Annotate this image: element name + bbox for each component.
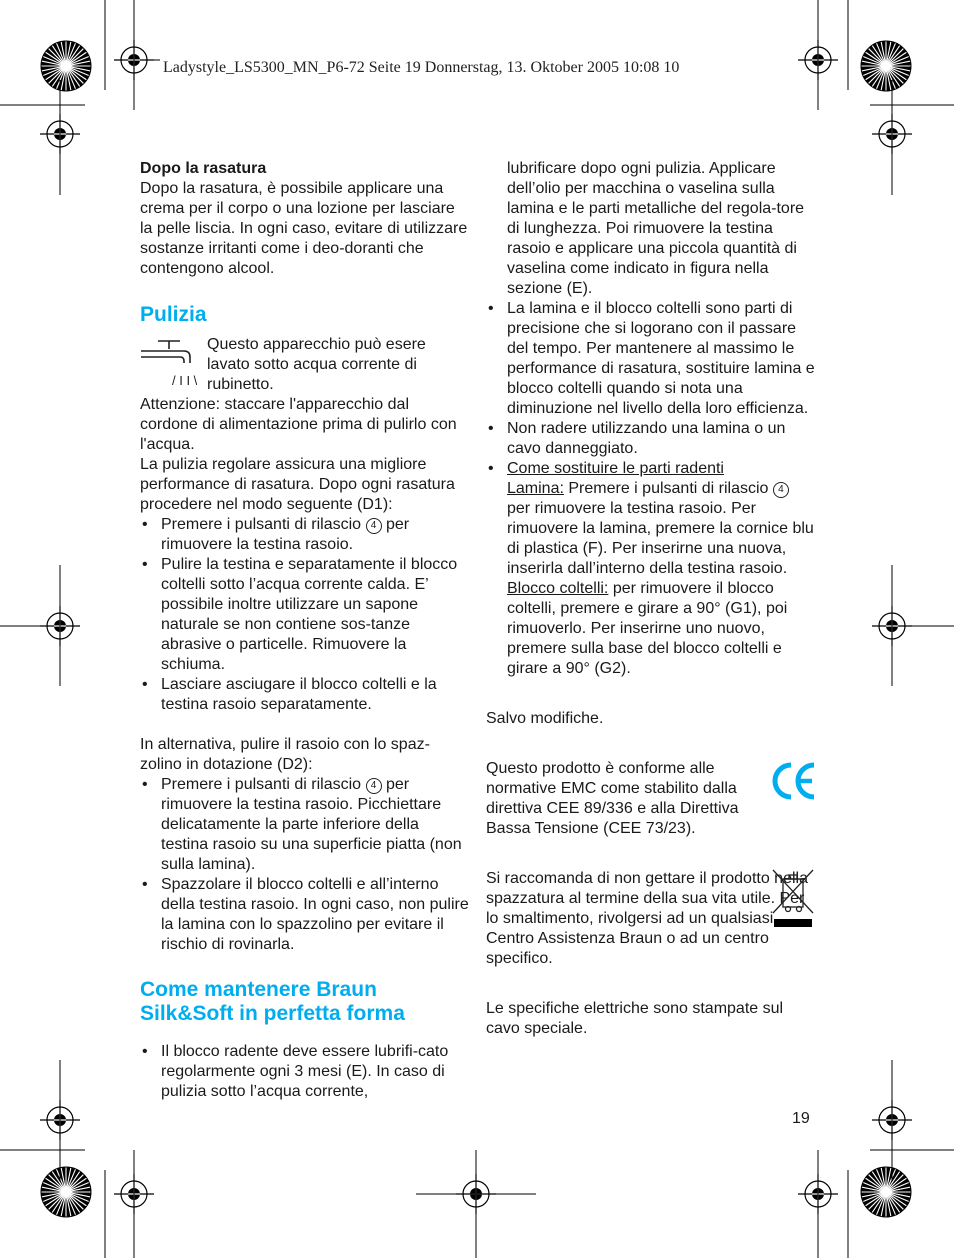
lubrication-continued: lubrificare dopo ogni pulizia. Applicare dell’olio per macchina o vaselina sulla lamina e le parti metalliche del regola-tore di lunghezza. Poi rimuovere la testina rasoio e applicare una piccola quantità di vaselina come indicato in figura nella sezione (E). — [507, 160, 805, 297]
ce-mark-icon — [770, 759, 816, 803]
list-item: • Pulire la testina e separatamente il blocco coltelli sotto l’acqua corrente calda. E’ possibile inoltre utilizzare un sapone naturale se non contiene sos-tanze abrasive o particelle. Rimuovere la schiuma. — [140, 555, 470, 675]
after-shave-heading: Dopo la rasatura — [140, 160, 267, 177]
right-column — [486, 159, 816, 1039]
disposal-text: Si raccomanda di non gettare il prodotto nella spazzatura al termine della sua vita utile. Per lo smaltimento, rivolgersi ad un qualsiasi Centro Assistenza Braun o ad un centro specifico. — [486, 870, 808, 967]
electrical-spec-text: Le specifiche elettriche sono stampate sul cavo speciale. — [486, 1000, 784, 1037]
list-item: • Premere i pulsanti di rilascio 4 per rimuovere la testina rasoio. — [140, 515, 470, 555]
ref-number-badge: 4 — [366, 518, 382, 534]
print-header: Ladystyle_LS5300_MN_P6-72 Seite 19 Donnerstag, 13. Oktober 2005 10:08 10 — [163, 59, 680, 76]
ref-number-badge: 4 — [366, 778, 382, 794]
water-tap-icon — [140, 335, 197, 389]
foil-label: Lamina: — [507, 480, 564, 497]
maintenance-list — [140, 1042, 470, 1102]
list-item: • Come sostituire le parti radenti Lamina: Premere i pulsanti di rilascio 4 per rimuovere la testina rasoio. Per rimuovere la lamina, premere la cornice blu di plastica (F). Per inserirne una nuova, inserirla dall’interno della testina rasoio. Blocco coltelli: per rimuovere il blocco coltelli, premere e girare a 90° (G1), poi rimuoverlo. Per inserirne uno nuovo, premere sulla base del blocco coltelli e girare a 90° (G2). — [486, 459, 816, 679]
subject-to-change: Salvo modifiche. — [486, 710, 604, 727]
replace-parts-title: Come sostituire le parti radenti — [507, 460, 724, 477]
ce-text: Questo prodotto è conforme alle normative EMC come stabilito dalla direttiva CEE 89/336 e alla Direttiva Bassa Tensione (CEE 73/23). — [486, 760, 739, 837]
crossed-bin-icon — [772, 869, 814, 931]
tap-notice — [140, 335, 470, 395]
regular-cleaning-text: La pulizia regolare assicura una migliore performance di rasatura. Dopo ogni rasatura procedere nel modo seguente (D1): — [140, 456, 455, 513]
brush-steps-list — [140, 775, 470, 955]
list-item: • Non radere utilizzando una lamina o un cavo danneggiato. — [486, 419, 816, 459]
cleaning-heading: Pulizia — [140, 303, 207, 326]
alternative-text: In alternativa, pulire il rasoio con lo spaz-zolino in dotazione (D2): — [140, 736, 430, 773]
page-number: 19 — [792, 1110, 810, 1127]
list-item: • Lasciare asciugare il blocco coltelli e la testina rasoio separatamente. — [140, 675, 470, 715]
list-item: • Spazzolare il blocco coltelli e all’interno della testina rasoio. In ogni caso, non pulire la lamina con lo spazzolino per evitare il rischio di rovinarla. — [140, 875, 470, 955]
svg-text:/ I I \: / I I \ — [172, 373, 197, 388]
ref-number-badge: 4 — [773, 482, 789, 498]
list-item: • Premere i pulsanti di rilascio 4 per rimuovere la testina rasoio. Picchiettare delicatamente la parte inferiore della testina rasoio su una superficie piatta (non sulla lamina). — [140, 775, 470, 875]
cleaning-steps-list — [140, 515, 470, 715]
tap-text: Questo apparecchio può esere lavato sotto acqua corrente di rubinetto. — [207, 336, 426, 393]
maintenance-heading: Come mantenere Braun Silk&Soft in perfetta forma — [140, 978, 405, 1025]
attention-text: Attenzione: staccare l'apparecchio dal cordone di alimentazione prima di pulirlo con l'acqua. — [140, 396, 457, 453]
disposal-section — [486, 869, 816, 969]
after-shave-paragraph: Dopo la rasatura, è possibile applicare una crema per il corpo o una lozione per lasciare la pelle liscia. In ogni caso, evitare di utilizzare sostanze irritanti come i deo-doranti che contengono alcool. — [140, 180, 468, 277]
cutter-label: Blocco coltelli: — [507, 580, 609, 597]
list-item: • La lamina e il blocco coltelli sono parti di precisione che si logorano con il passare del tempo. Per mantenere al massimo le performance di rasatura, sostituire lamina e blocco coltelli quando si nota una diminuzione nel livello della loro efficienza. — [486, 299, 816, 419]
list-item: • Il blocco radente deve essere lubrifi-cato regolarmente ogni 3 mesi (E). In caso di pulizia sotto l’acqua corrente, — [140, 1042, 470, 1102]
ce-section — [486, 759, 816, 839]
left-column — [140, 159, 470, 1102]
maintenance-list-continued — [486, 299, 816, 679]
